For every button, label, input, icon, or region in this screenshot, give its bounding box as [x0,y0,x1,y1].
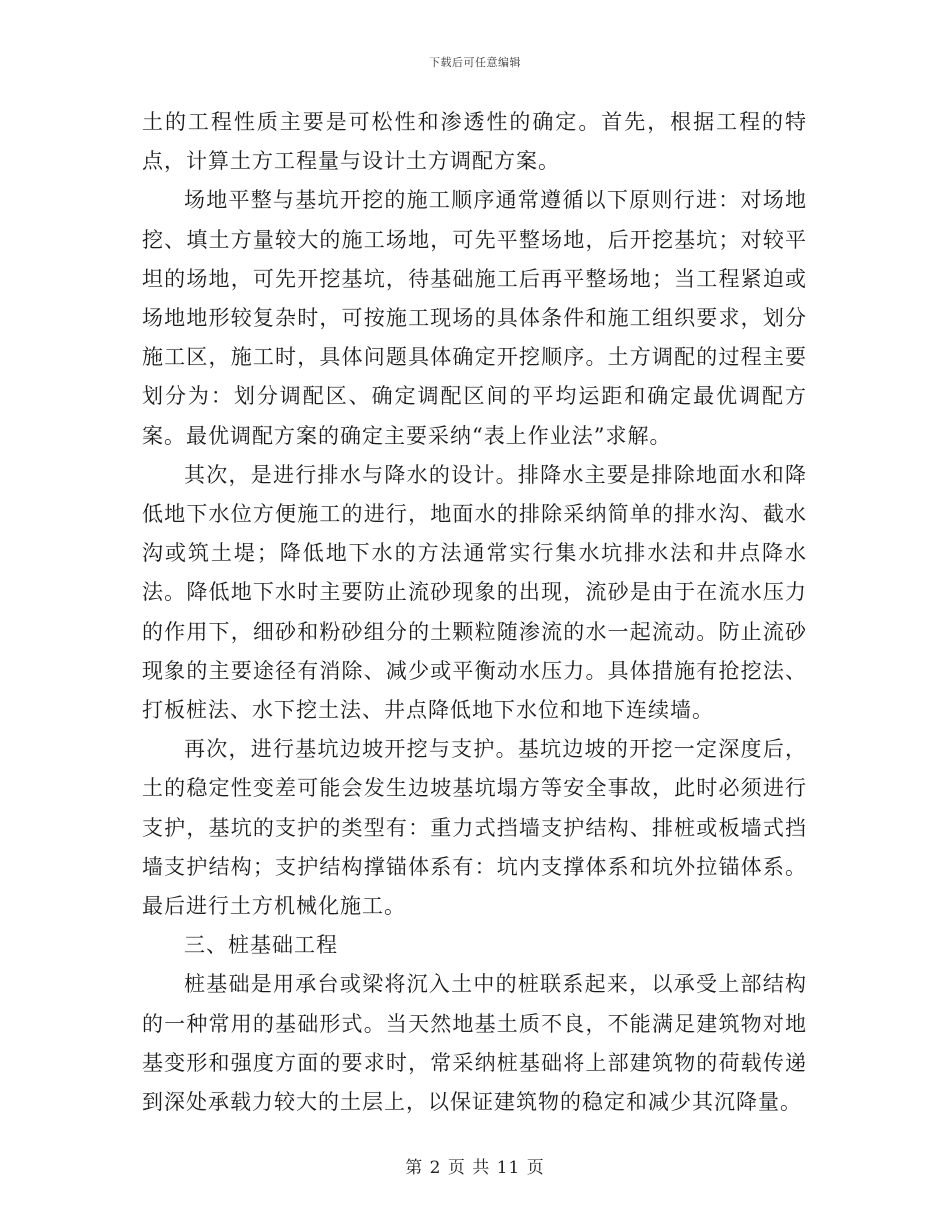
paragraph-4: 再次，进行基坑边坡开挖与支护。基坑边坡的开挖一定深度后，土的稳定性变差可能会发生边坡基坑塌方等安全事故，此时必须进行支护，基坑的支护的类型有：重力式挡墙支护结构、排桩或板墙式挡墙支护结构；支护结构撑锚体系有：坑内支撑体系和坑外拉锚体系。最后进行土方机械化施工。 [142,737,807,919]
paragraph-2: 场地平整与基坑开挖的施工顺序通常遵循以下原则行进：对场地挖、填土方量较大的施工场地，可先平整场地，后开挖基坑；对较平坦的场地，可先开挖基坑，待基础施工后再平整场地；当工程紧迫或场地地形较复杂时，可按施工现场的具体条件和施工组织要求，划分施工区，施工时，具体问题具体确定开挖顺序。土方调配的过程主要划分为：划分调配区、确定调配区间的平均运距和确定最优调配方案。最优调配方案的确定主要采纳“表上作业法”求解。 [142,188,807,448]
paragraph-3: 其次，是进行排水与降水的设计。排降水主要是排除地面水和降低地下水位方便施工的进行，地面水的排除采纳简单的排水沟、截水沟或筑土堤；降低地下水的方法通常实行集水坑排水法和井点降水法。降低地下水时主要防止流砂现象的出现，流砂是由于在流水压力的作用下，细砂和粉砂组分的土颗粒随渗流的水一起流动。防止流砂现象的主要途径有消除、减少或平衡动水压力。具体措施有抢挖法、打板桩法、水下挖土法、井点降低地下水位和地下连续墙。 [142,462,807,723]
paragraph-1: 土的工程性质主要是可松性和渗透性的确定。首先，根据工程的特点，计算土方工程量与设计土方调配方案。 [142,110,807,174]
page-header: 下载后可任意编辑 [429,56,521,69]
body-text [142,103,807,1122]
page-footer: 第 2 页 共 11 页 [405,1158,545,1178]
section-heading-pile-foundation: 三、桩基础工程 [184,933,338,958]
paragraph-6: 桩基础是用承台或梁将沉入土中的桩联系起来，以承受上部结构的一种常用的基础形式。当天然地基土质不良，不能满足建筑物对地基变形和强度方面的要求时，常采纳桩基础将上部建筑物的荷载传递到深处承载力较大的土层上，以保证建筑物的稳定和减少其沉降量。 [142,972,807,1115]
